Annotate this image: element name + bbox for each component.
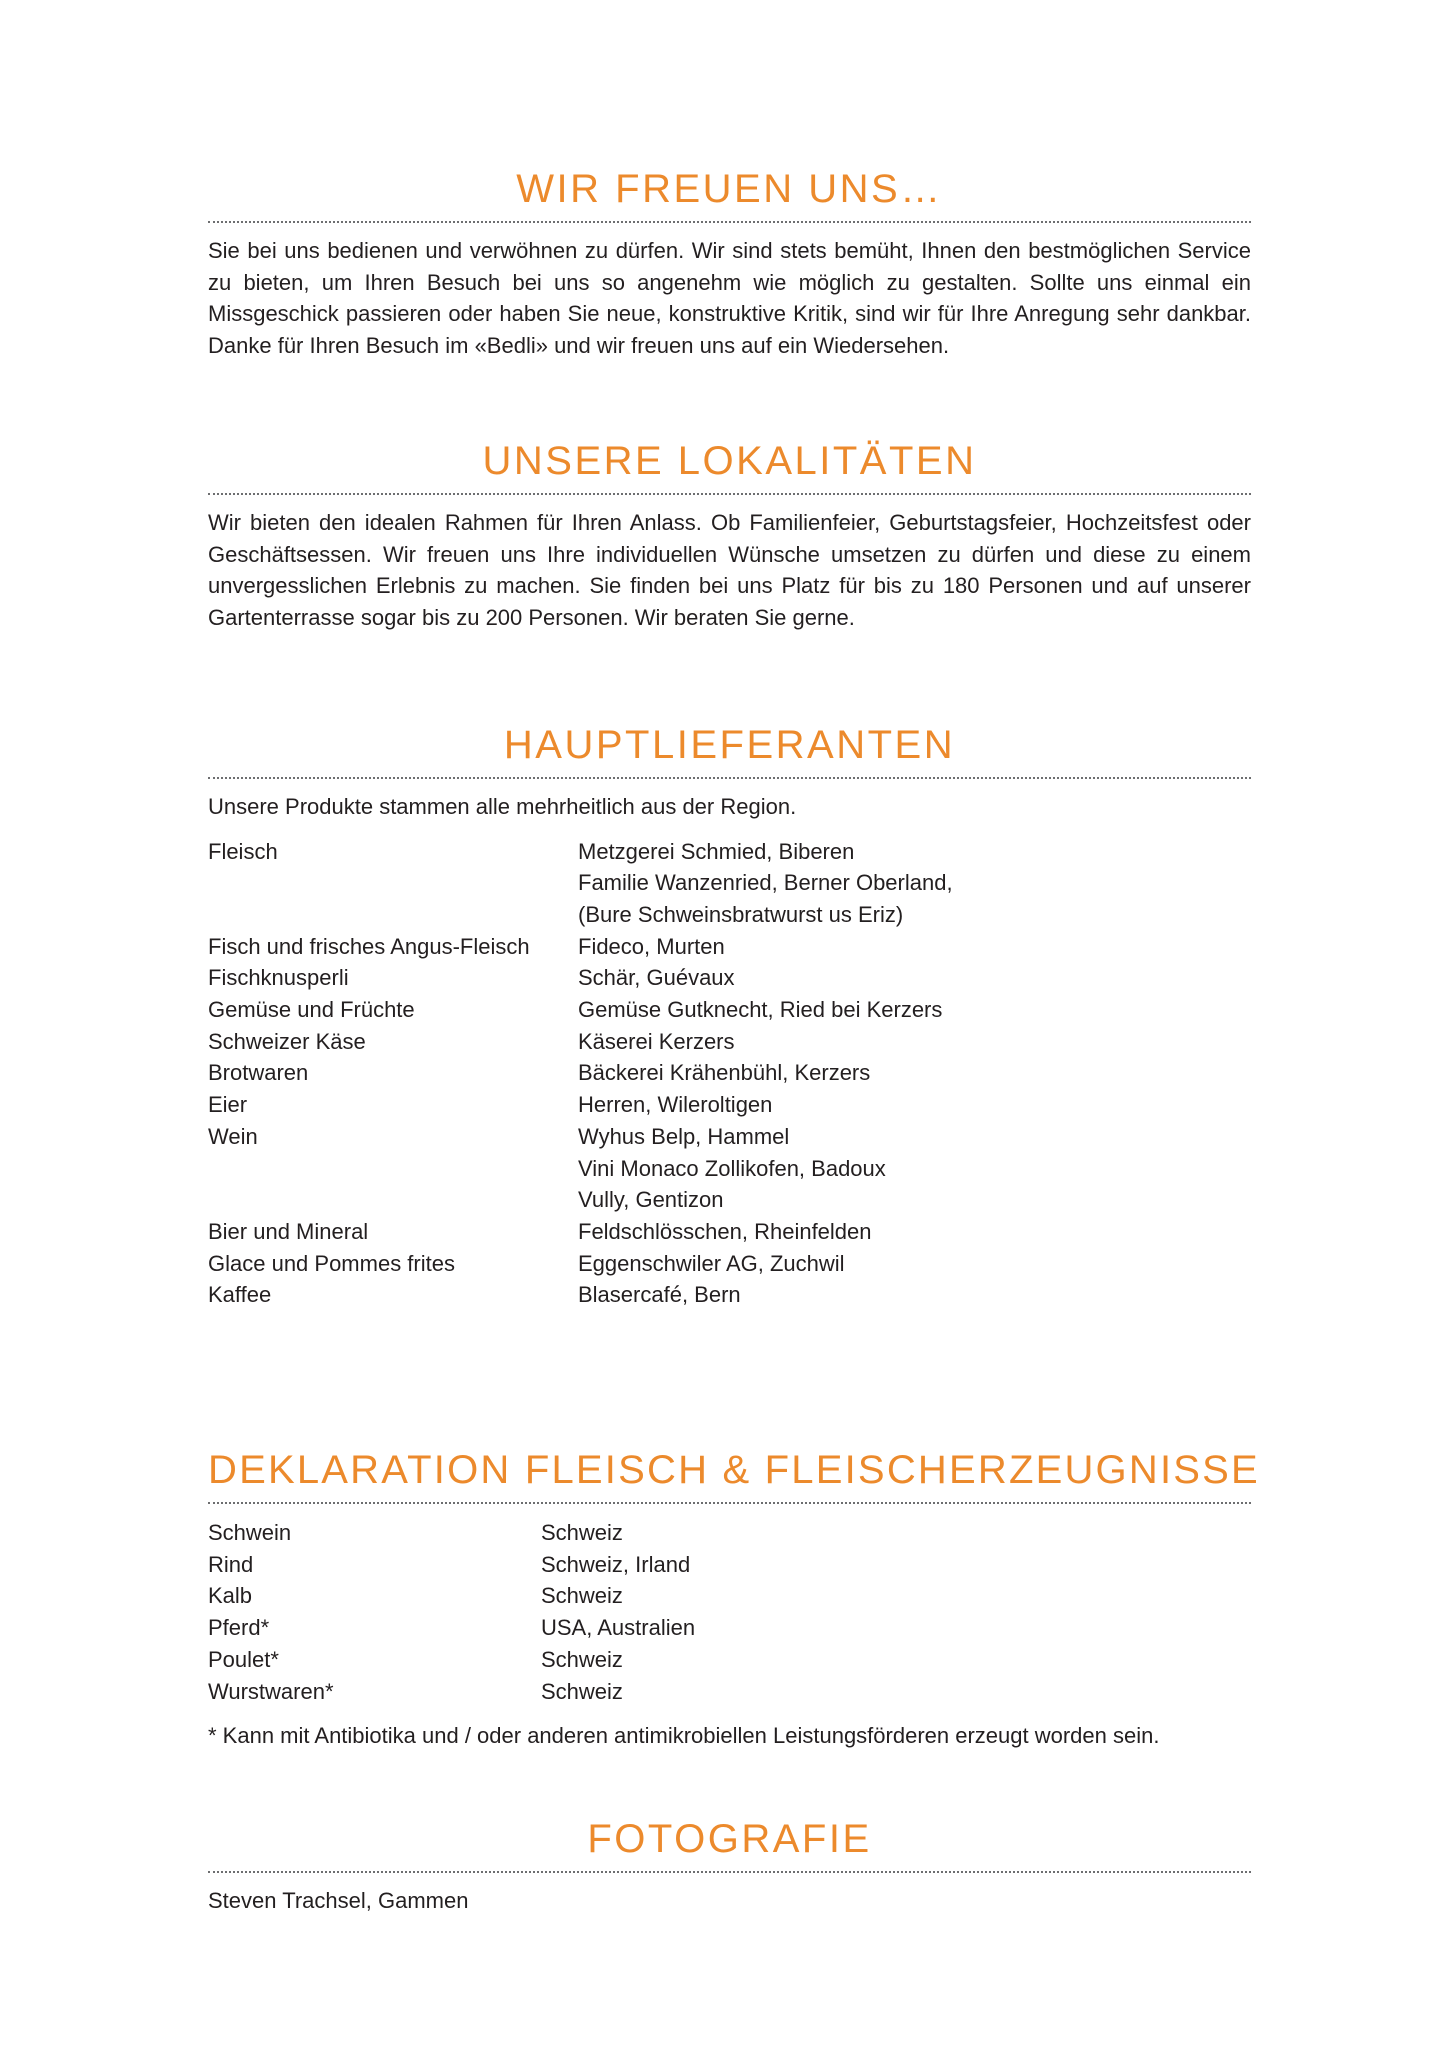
supplier-name: Fideco, Murten bbox=[578, 933, 725, 959]
supplier-name: Käserei Kerzers bbox=[578, 1028, 735, 1054]
supplier-names bbox=[578, 962, 1251, 994]
supplier-category: Fleisch bbox=[208, 838, 278, 864]
supplier-category: Gemüse und Früchte bbox=[208, 997, 415, 1023]
supplier-name: Gemüse Gutknecht, Ried bei Kerzers bbox=[578, 997, 943, 1023]
section-heading: DEKLARATION FLEISCH & FLEISCHERZEUGNISSE bbox=[208, 1448, 1260, 1492]
supplier-names bbox=[578, 1026, 1251, 1058]
supplier-names bbox=[578, 1248, 1251, 1280]
meat-origin-list bbox=[208, 1517, 1251, 1707]
supplier-row bbox=[208, 1026, 1251, 1058]
supplier-category: Glace und Pommes frites bbox=[208, 1250, 455, 1276]
dotted-divider bbox=[208, 1502, 1251, 1504]
meat-type: Wurstwaren* bbox=[208, 1678, 334, 1704]
supplier-name: Schär, Guévaux bbox=[578, 965, 735, 991]
meat-origin: Schweiz bbox=[541, 1583, 623, 1609]
supplier-name: (Bure Schweinsbratwurst us Eriz) bbox=[578, 901, 904, 927]
section-paragraph: Sie bei uns bedienen und verwöhnen zu dürfen. Wir sind stets bemüht, Ihnen den bestmöglichen Service zu bieten, um Ihren Besuch bei uns so angenehm wie möglich zu gestalten. Sollte uns einmal ein Missgeschick passieren oder haben Sie neue, konstruktive Kritik, sind wir für Ihre Anregung sehr dankbar. Danke für Ihren Besuch im «Bedli» und wir freuen uns auf ein Wiedersehen. bbox=[208, 238, 1251, 358]
section-intro: Unsere Produkte stammen alle mehrheitlich aus der Region. bbox=[208, 794, 797, 819]
supplier-category: Brotwaren bbox=[208, 1060, 309, 1086]
meat-origin-row bbox=[208, 1580, 1251, 1612]
meat-origin-row bbox=[208, 1612, 1251, 1644]
supplier-name: Eggenschwiler AG, Zuchwil bbox=[578, 1250, 845, 1276]
footnote: * Kann mit Antibiotika und / oder anderen antimikrobiellen Leistungsförderen erzeugt worden sein. bbox=[208, 1723, 1160, 1749]
supplier-row bbox=[208, 931, 1251, 963]
supplier-name: Wyhus Belp, Hammel bbox=[578, 1123, 790, 1149]
supplier-category: Kaffee bbox=[208, 1282, 272, 1308]
supplier-row bbox=[208, 1248, 1251, 1280]
supplier-row bbox=[208, 836, 1251, 931]
dotted-divider bbox=[208, 1871, 1251, 1873]
supplier-name: Vully, Gentizon bbox=[578, 1187, 724, 1213]
supplier-name: Familie Wanzenried, Berner Oberland, bbox=[578, 870, 953, 896]
supplier-row bbox=[208, 1121, 1251, 1216]
meat-type: Rind bbox=[208, 1551, 254, 1577]
supplier-category: Eier bbox=[208, 1092, 248, 1118]
section-fotografie bbox=[208, 1815, 1251, 1917]
meat-origin-row bbox=[208, 1549, 1251, 1581]
supplier-names bbox=[578, 1057, 1251, 1089]
supplier-names bbox=[578, 931, 1251, 963]
supplier-row bbox=[208, 1216, 1251, 1248]
supplier-category: Wein bbox=[208, 1123, 258, 1149]
section-heading: WIR FREUEN UNS… bbox=[516, 167, 943, 211]
dotted-divider bbox=[208, 493, 1251, 495]
meat-type: Poulet* bbox=[208, 1646, 279, 1672]
supplier-row bbox=[208, 962, 1251, 994]
meat-origin: Schweiz, Irland bbox=[541, 1551, 691, 1577]
supplier-row bbox=[208, 1057, 1251, 1089]
section-heading: HAUPTLIEFERANTEN bbox=[503, 723, 956, 767]
supplier-name: Feldschlösschen, Rheinfelden bbox=[578, 1218, 872, 1244]
meat-type: Kalb bbox=[208, 1583, 253, 1609]
supplier-row bbox=[208, 1279, 1251, 1311]
meat-origin-row bbox=[208, 1517, 1251, 1549]
photographer-credit: Steven Trachsel, Gammen bbox=[208, 1888, 469, 1913]
supplier-names bbox=[578, 836, 1251, 931]
section-paragraph: Wir bieten den idealen Rahmen für Ihren Anlass. Ob Familienfeier, Geburtstagsfeier, Hochzeitsfest oder Geschäftsessen. Wir freuen uns Ihre individuellen Wünsche umsetzen zu dürfen und diese zu einem unvergesslichen Erlebnis zu machen. Sie finden bei uns Platz für bis zu 180 Personen und auf unserer Gartenterrasse sogar bis zu 200 Personen. Wir beraten Sie gerne. bbox=[208, 510, 1251, 630]
supplier-name: Herren, Wileroltigen bbox=[578, 1092, 773, 1118]
supplier-category: Schweizer Käse bbox=[208, 1028, 366, 1054]
meat-type: Pferd* bbox=[208, 1615, 270, 1641]
supplier-name: Bäckerei Krähenbühl, Kerzers bbox=[578, 1060, 871, 1086]
supplier-names bbox=[578, 1089, 1251, 1121]
meat-origin: Schweiz bbox=[541, 1646, 623, 1672]
supplier-category: Bier und Mineral bbox=[208, 1218, 369, 1244]
supplier-names bbox=[578, 994, 1251, 1026]
meat-origin: Schweiz bbox=[541, 1678, 623, 1704]
section-unsere-lokalitaeten bbox=[208, 437, 1251, 633]
supplier-name: Blasercafé, Bern bbox=[578, 1282, 741, 1308]
meat-origin-row bbox=[208, 1676, 1251, 1708]
meat-origin: Schweiz bbox=[541, 1520, 623, 1545]
dotted-divider bbox=[208, 777, 1251, 779]
section-hauptlieferanten bbox=[208, 721, 1251, 1311]
supplier-names bbox=[578, 1216, 1251, 1248]
section-heading: FOTOGRAFIE bbox=[587, 1817, 872, 1861]
supplier-row bbox=[208, 994, 1251, 1026]
section-deklaration bbox=[208, 1446, 1260, 1752]
section-wir-freuen-uns bbox=[208, 165, 1251, 361]
meat-type: Schwein bbox=[208, 1520, 292, 1545]
meat-origin: USA, Australien bbox=[541, 1615, 696, 1641]
supplier-name: Vini Monaco Zollikofen, Badoux bbox=[578, 1155, 886, 1181]
supplier-names bbox=[578, 1279, 1251, 1311]
supplier-category: Fisch und frisches Angus-Fleisch bbox=[208, 933, 530, 959]
supplier-name: Metzgerei Schmied, Biberen bbox=[578, 838, 855, 864]
supplier-list bbox=[208, 836, 1251, 1312]
dotted-divider bbox=[208, 221, 1251, 223]
supplier-row bbox=[208, 1089, 1251, 1121]
supplier-names bbox=[578, 1121, 1251, 1216]
section-heading: UNSERE LOKALITÄTEN bbox=[482, 439, 977, 483]
supplier-category: Fischknusperli bbox=[208, 965, 349, 991]
meat-origin-row bbox=[208, 1644, 1251, 1676]
